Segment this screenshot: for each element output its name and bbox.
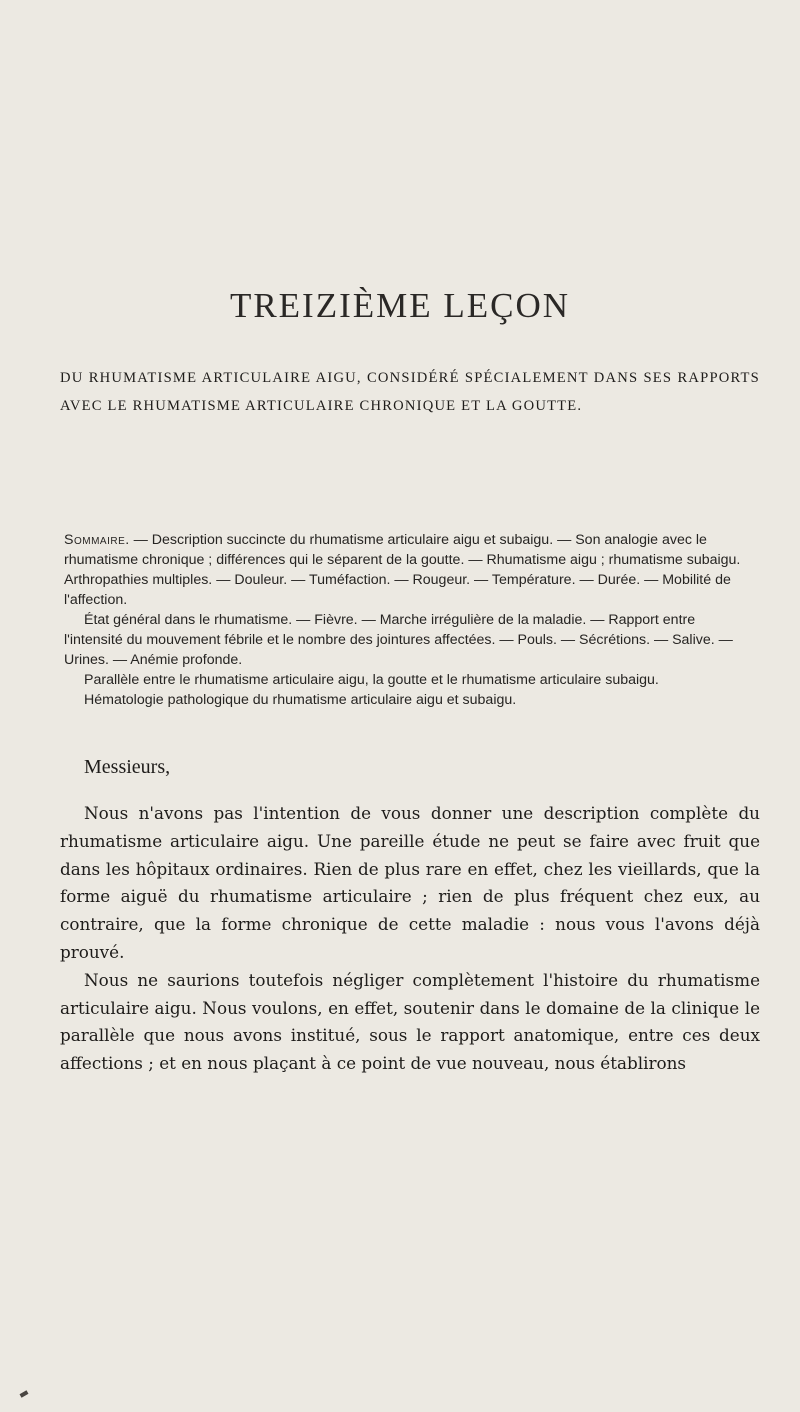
chapter-title: TREIZIÈME LEÇON bbox=[229, 286, 571, 325]
summary-paragraph bbox=[64, 530, 756, 610]
summary-text: — Description succincte du rhumatisme articulaire aigu et subaigu. — Son analogie avec le rhumatisme chronique ; différences qui le séparent de la goutte. — Rhumatisme aigu ; rhumatisme subaigu. Arthropathies multiples. — Douleur. — Tuméfaction. — Rougeur. — Température. — Durée. — Mobilité de l'affection. bbox=[64, 532, 741, 608]
summary-label: Sommaire. bbox=[64, 532, 130, 548]
chapter-subtitle: DU RHUMATISME ARTICULAIRE AIGU, CONSIDÉRÉ SPÉCIALEMENT DANS SES RAPPORTS AVEC LE RHUMATISME ARTICULAIRE CHRONIQUE ET LA GOUTTE. bbox=[60, 370, 760, 414]
summary-block bbox=[64, 530, 756, 710]
salutation: Messieurs, bbox=[84, 756, 171, 778]
summary-paragraph: État général dans le rhumatisme. — Fièvre. — Marche irrégulière de la maladie. — Rapport entre l'intensité du mouvement fébrile et le nombre des jointures affectées. — Pouls. — Sécrétions. — Salive. — Urines. — Anémie profonde. bbox=[64, 612, 733, 668]
body-text bbox=[60, 800, 760, 1078]
body-paragraph: Nous ne saurions toutefois négliger complètement l'histoire du rhumatisme articulaire aigu. Nous voulons, en effet, soutenir dans le domaine de la clinique le parallèle que nous avons institué, sous le rapport anatomique, entre ces deux affections ; et en nous plaçant à ce point de vue nouveau, nous établirons bbox=[60, 969, 760, 1074]
ink-mark bbox=[20, 1390, 29, 1397]
body-paragraph: Nous n'avons pas l'intention de vous donner une description complète du rhumatisme articulaire aigu. Une pareille étude ne peut se faire avec fruit que dans les hôpitaux ordinaires. Rien de plus rare en effet, chez les vieillards, que la forme aiguë du rhumatisme articulaire ; rien de plus fréquent chez eux, au contraire, que la forme chronique de cette maladie : nous vous l'avons déjà prouvé. bbox=[60, 803, 760, 962]
summary-paragraph: Hématologie pathologique du rhumatisme articulaire aigu et subaigu. bbox=[84, 692, 517, 708]
summary-paragraph: Parallèle entre le rhumatisme articulaire aigu, la goutte et le rhumatisme articulaire subaigu. bbox=[84, 672, 659, 688]
